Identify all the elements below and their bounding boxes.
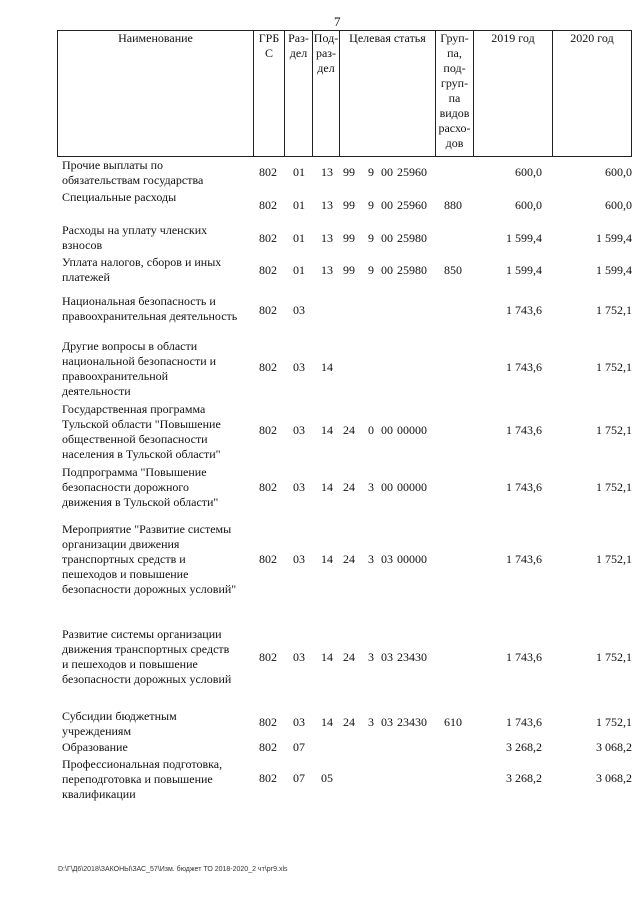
podrazdel-cell: 05 (321, 771, 333, 785)
celevaya-program-cell: 99 (343, 165, 355, 179)
gruppa-cell: 850 (444, 263, 462, 277)
celevaya-subprogram-cell: 3 (368, 650, 374, 664)
value-2019-cell: 1 743,6 (506, 650, 542, 664)
celevaya-program-cell: 99 (343, 198, 355, 212)
value-2020-cell: 3 068,2 (596, 771, 632, 785)
celevaya-program-cell: 24 (343, 715, 355, 729)
value-2020-cell: 3 068,2 (596, 740, 632, 754)
grbs-cell: 802 (259, 650, 277, 664)
razdel-cell: 03 (293, 360, 305, 374)
celevaya-direction-cell: 25960 (397, 198, 427, 212)
celevaya-program-cell: 24 (343, 552, 355, 566)
podrazdel-cell: 14 (321, 360, 333, 374)
grbs-cell: 802 (259, 165, 277, 179)
razdel-cell: 07 (293, 771, 305, 785)
page-number: 7 (334, 14, 341, 29)
value-2019-cell: 1 599,4 (506, 231, 542, 245)
value-2020-cell: 1 752,1 (596, 360, 632, 374)
value-2019-cell: 600,0 (515, 198, 542, 212)
header-podrazdel: Под- раз- дел (313, 31, 340, 156)
row-name: Профессиональная подготовка, переподготовка и повышение квалификации (62, 757, 223, 801)
value-2019-cell: 1 743,6 (506, 552, 542, 566)
celevaya-program-cell: 99 (343, 263, 355, 277)
grbs-cell: 802 (259, 740, 277, 754)
celevaya-subprogram-cell: 3 (368, 715, 374, 729)
celevaya-event-cell: 00 (381, 231, 393, 245)
celevaya-subprogram-cell: 9 (368, 231, 374, 245)
row-name: Национальная безопасность и правоохранительная деятельность (62, 294, 238, 323)
celevaya-direction-cell: 23430 (397, 715, 427, 729)
grbs-cell: 802 (259, 231, 277, 245)
celevaya-event-cell: 00 (381, 198, 393, 212)
celevaya-subprogram-cell: 3 (368, 552, 374, 566)
header-gruppa: Груп- па, под- груп- па видов расхо- дов (436, 31, 474, 156)
value-2020-cell: 600,0 (605, 198, 632, 212)
file-path-footer: D:\Г\Д6\2018\ЗАКОНЫ\ЗАС_57\Изм. бюджет ТО 2018-2020_2 чт\рг9.xls (58, 866, 288, 873)
grbs-cell: 802 (259, 423, 277, 437)
razdel-cell: 03 (293, 480, 305, 494)
celevaya-program-cell: 24 (343, 650, 355, 664)
row-name: Расходы на уплату членских взносов (62, 223, 208, 252)
value-2019-cell: 3 268,2 (506, 771, 542, 785)
celevaya-direction-cell: 25980 (397, 263, 427, 277)
row-name: Другие вопросы в области национальной безопасности и правоохранительной деятельности (62, 339, 217, 398)
value-2020-cell: 1 752,1 (596, 650, 632, 664)
podrazdel-cell: 13 (321, 198, 333, 212)
row-name: Специальные расходы (62, 190, 177, 204)
table-header (57, 30, 632, 157)
value-2020-cell: 1 599,4 (596, 263, 632, 277)
row-name: Образование (62, 740, 128, 754)
celevaya-subprogram-cell: 3 (368, 480, 374, 494)
value-2019-cell: 1 743,6 (506, 480, 542, 494)
podrazdel-cell: 14 (321, 423, 333, 437)
celevaya-event-cell: 03 (381, 552, 393, 566)
value-2020-cell: 1 752,1 (596, 423, 632, 437)
celevaya-direction-cell: 23430 (397, 650, 427, 664)
celevaya-program-cell: 24 (343, 480, 355, 494)
podrazdel-cell: 14 (321, 650, 333, 664)
celevaya-subprogram-cell: 9 (368, 198, 374, 212)
grbs-cell: 802 (259, 263, 277, 277)
value-2020-cell: 1 752,1 (596, 715, 632, 729)
row-name: Субсидии бюджетным учреждениям (62, 709, 177, 738)
razdel-cell: 01 (293, 263, 305, 277)
podrazdel-cell: 14 (321, 715, 333, 729)
row-name: Уплата налогов, сборов и иных платежей (62, 255, 222, 284)
header-2019: 2019 год (474, 31, 553, 156)
row-name: Развитие системы организации движения транспортных средств и пешеходов и повышение безопасности дорожных условий (62, 627, 232, 686)
row-name: Государственная программа Тульской области "Повышение общественной безопасности населения в Тульской области" (62, 402, 221, 461)
grbs-cell: 802 (259, 198, 277, 212)
value-2019-cell: 1 743,6 (506, 360, 542, 374)
value-2019-cell: 3 268,2 (506, 740, 542, 754)
value-2019-cell: 1 743,6 (506, 715, 542, 729)
razdel-cell: 03 (293, 715, 305, 729)
celevaya-event-cell: 00 (381, 165, 393, 179)
gruppa-cell: 610 (444, 715, 462, 729)
grbs-cell: 802 (259, 552, 277, 566)
header-celevaya-statya: Целевая статья (340, 31, 436, 156)
gruppa-cell: 880 (444, 198, 462, 212)
grbs-cell: 802 (259, 360, 277, 374)
podrazdel-cell: 14 (321, 552, 333, 566)
podrazdel-cell: 14 (321, 480, 333, 494)
grbs-cell: 802 (259, 303, 277, 317)
value-2019-cell: 1 743,6 (506, 423, 542, 437)
value-2020-cell: 1 752,1 (596, 303, 632, 317)
razdel-cell: 03 (293, 303, 305, 317)
celevaya-event-cell: 00 (381, 423, 393, 437)
razdel-cell: 01 (293, 198, 305, 212)
celevaya-event-cell: 03 (381, 650, 393, 664)
value-2019-cell: 1 599,4 (506, 263, 542, 277)
razdel-cell: 01 (293, 165, 305, 179)
row-name: Мероприятие "Развитие системы организации движения транспортных средств и пешеходов и повышение безопасности дорожных условий" (62, 522, 237, 596)
value-2020-cell: 1 752,1 (596, 552, 632, 566)
celevaya-program-cell: 99 (343, 231, 355, 245)
celevaya-direction-cell: 25960 (397, 165, 427, 179)
celevaya-subprogram-cell: 0 (368, 423, 374, 437)
grbs-cell: 802 (259, 715, 277, 729)
row-name: Подпрограмма "Повышение безопасности дорожного движения в Тульской области" (62, 465, 219, 509)
celevaya-direction-cell: 00000 (397, 480, 427, 494)
celevaya-event-cell: 00 (381, 263, 393, 277)
podrazdel-cell: 13 (321, 165, 333, 179)
header-grbs: ГРБ С (254, 31, 285, 156)
celevaya-direction-cell: 00000 (397, 552, 427, 566)
podrazdel-cell: 13 (321, 263, 333, 277)
razdel-cell: 03 (293, 552, 305, 566)
celevaya-program-cell: 24 (343, 423, 355, 437)
header-name: Наименование (58, 31, 254, 156)
razdel-cell: 03 (293, 423, 305, 437)
celevaya-subprogram-cell: 9 (368, 263, 374, 277)
grbs-cell: 802 (259, 480, 277, 494)
row-name: Прочие выплаты по обязательствам государства (62, 158, 204, 187)
value-2019-cell: 600,0 (515, 165, 542, 179)
podrazdel-cell: 13 (321, 231, 333, 245)
header-razdel: Раз- дел (285, 31, 313, 156)
celevaya-event-cell: 03 (381, 715, 393, 729)
grbs-cell: 802 (259, 771, 277, 785)
celevaya-direction-cell: 25980 (397, 231, 427, 245)
celevaya-event-cell: 00 (381, 480, 393, 494)
celevaya-subprogram-cell: 9 (368, 165, 374, 179)
razdel-cell: 03 (293, 650, 305, 664)
celevaya-direction-cell: 00000 (397, 423, 427, 437)
value-2020-cell: 1 599,4 (596, 231, 632, 245)
header-2020: 2020 год (570, 31, 614, 45)
value-2019-cell: 1 743,6 (506, 303, 542, 317)
razdel-cell: 07 (293, 740, 305, 754)
razdel-cell: 01 (293, 231, 305, 245)
value-2020-cell: 600,0 (605, 165, 632, 179)
value-2020-cell: 1 752,1 (596, 480, 632, 494)
